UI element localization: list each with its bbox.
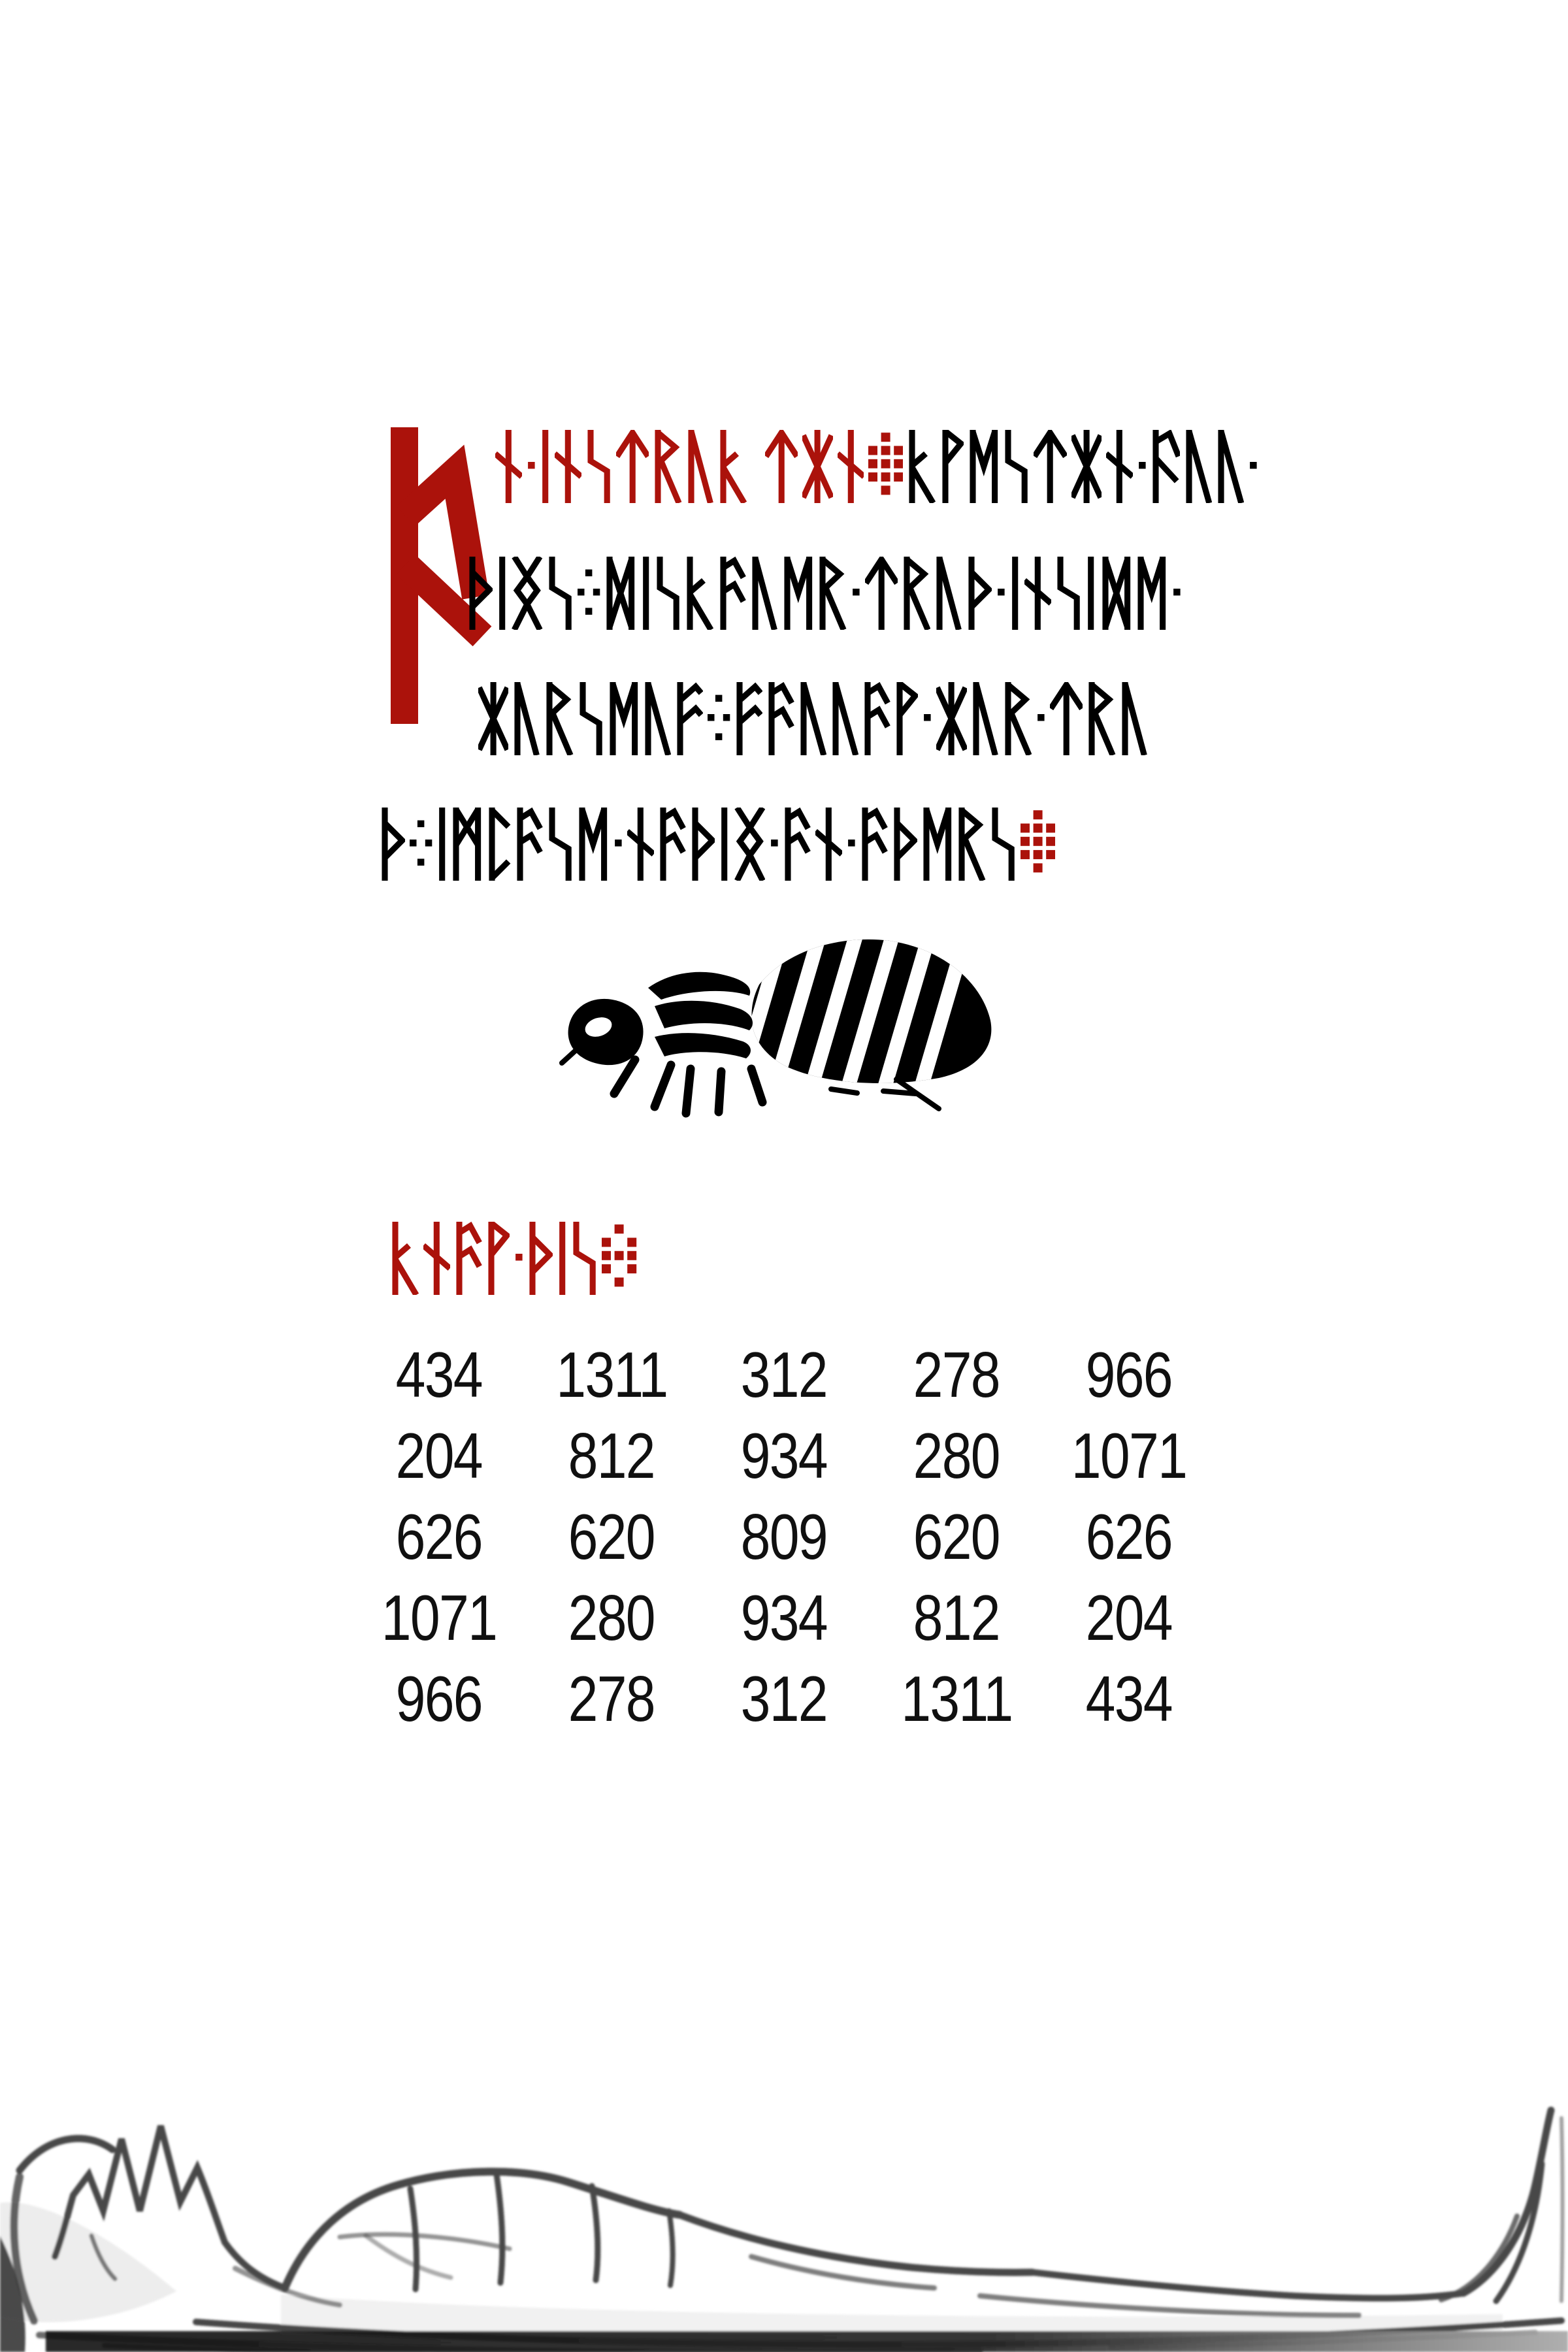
magic-square-row bbox=[353, 1577, 1215, 1658]
rune-s bbox=[990, 808, 1016, 881]
rune-t bbox=[1050, 682, 1083, 755]
magic-square-cell: 312 bbox=[740, 1339, 828, 1411]
rune-u bbox=[1120, 682, 1148, 755]
rune-n bbox=[838, 430, 864, 503]
rune-n bbox=[423, 1222, 450, 1295]
rune-th bbox=[468, 557, 493, 630]
rune-i bbox=[557, 1222, 567, 1295]
magic-square-cell: 966 bbox=[395, 1663, 483, 1735]
rune-n bbox=[555, 430, 581, 503]
rune-c bbox=[907, 430, 936, 503]
magic-square-cell: 934 bbox=[740, 1582, 828, 1654]
magic-square bbox=[353, 1334, 1215, 1739]
rune-l bbox=[799, 682, 826, 755]
magic-square-cell: 620 bbox=[568, 1501, 655, 1573]
rune-i bbox=[1010, 557, 1020, 630]
rune-u bbox=[972, 682, 999, 755]
rune-r bbox=[957, 808, 985, 881]
sentence-separator-dots bbox=[708, 682, 730, 755]
magic-square-cell: 312 bbox=[740, 1663, 828, 1735]
rune-w bbox=[487, 1222, 510, 1295]
section-divider bbox=[602, 1222, 636, 1295]
magic-square-cell: 204 bbox=[395, 1420, 483, 1492]
word-separator-dot bbox=[613, 808, 623, 881]
rune-w bbox=[941, 430, 964, 503]
rune-c bbox=[391, 1222, 419, 1295]
rune-th bbox=[892, 808, 917, 881]
rune-n bbox=[495, 430, 522, 503]
word-separator-dot bbox=[1249, 430, 1258, 503]
rune-th bbox=[691, 808, 715, 881]
reclining-figure-illustration bbox=[0, 2040, 1568, 2352]
rune-e bbox=[608, 682, 640, 755]
runic-line-2 bbox=[468, 557, 1186, 630]
rune-s bbox=[1004, 430, 1029, 503]
rune-i bbox=[540, 430, 550, 503]
rune-l bbox=[1184, 430, 1212, 503]
rune-e bbox=[783, 557, 814, 630]
magic-square-cell: 626 bbox=[1085, 1501, 1173, 1573]
spacer bbox=[751, 430, 760, 503]
magic-square-cell: 278 bbox=[913, 1339, 1000, 1411]
word-separator-dot bbox=[1172, 557, 1181, 630]
runic-line-4 bbox=[380, 808, 1060, 881]
magic-square-cell: 280 bbox=[568, 1582, 655, 1654]
rune-s bbox=[578, 682, 604, 755]
section-divider bbox=[868, 430, 903, 503]
rune-a bbox=[1151, 430, 1181, 503]
rune-s bbox=[572, 1222, 597, 1295]
magic-square-row bbox=[353, 1658, 1215, 1739]
runic-heading bbox=[391, 1222, 642, 1295]
rune-t bbox=[1034, 430, 1066, 503]
magic-square-cell: 620 bbox=[913, 1501, 1000, 1573]
rune-o bbox=[863, 682, 890, 755]
word-separator-dot bbox=[527, 430, 536, 503]
rune-t bbox=[765, 430, 798, 503]
magic-square-cell: 434 bbox=[1085, 1663, 1173, 1735]
magic-square-cell: 934 bbox=[740, 1420, 828, 1492]
rune-e bbox=[1136, 557, 1168, 630]
rune-o bbox=[860, 808, 888, 881]
rune-o bbox=[515, 808, 543, 881]
rune-u bbox=[935, 557, 962, 630]
rune-n bbox=[815, 808, 842, 881]
rune-f bbox=[676, 682, 703, 755]
magic-square-cell: 812 bbox=[568, 1420, 655, 1492]
rune-u bbox=[751, 557, 778, 630]
rune-d bbox=[1101, 557, 1132, 630]
rune-l bbox=[644, 682, 671, 755]
magic-square-cell: 280 bbox=[913, 1420, 1000, 1492]
word-separator-dot bbox=[996, 557, 1005, 630]
rune-ng bbox=[734, 808, 766, 881]
rune-f bbox=[735, 682, 762, 755]
rune-r bbox=[545, 682, 573, 755]
runic-line-1 bbox=[495, 430, 1262, 503]
rune-i bbox=[719, 808, 729, 881]
word-separator-dot bbox=[851, 557, 860, 630]
rune-i bbox=[641, 557, 651, 630]
rune-o bbox=[783, 808, 811, 881]
word-separator-dot bbox=[1036, 682, 1045, 755]
magic-square-cell: 626 bbox=[395, 1501, 483, 1573]
word-separator-dot bbox=[1137, 430, 1147, 503]
reclining-figure-drawing bbox=[0, 2040, 1568, 2352]
word-separator-dot bbox=[847, 808, 856, 881]
rune-o bbox=[719, 557, 746, 630]
magic-square-cell: 1311 bbox=[555, 1339, 668, 1411]
word-separator-dot bbox=[514, 1222, 523, 1295]
rune-s bbox=[1056, 557, 1081, 630]
rune-i bbox=[497, 557, 507, 630]
rune-r bbox=[902, 557, 930, 630]
rune-s bbox=[586, 430, 612, 503]
rune-t bbox=[616, 430, 649, 503]
rune-io bbox=[802, 430, 832, 503]
rune-s bbox=[655, 557, 681, 630]
rune-e bbox=[578, 808, 609, 881]
rune-r bbox=[818, 557, 846, 630]
rune-o bbox=[455, 1222, 482, 1295]
rune-r bbox=[653, 430, 681, 503]
rune-p bbox=[487, 808, 511, 881]
rune-l bbox=[1217, 430, 1244, 503]
magic-square-row bbox=[353, 1496, 1215, 1577]
rune-s bbox=[547, 557, 573, 630]
rune-o bbox=[659, 808, 686, 881]
magic-square-cell: 278 bbox=[568, 1663, 655, 1735]
rune-m bbox=[451, 808, 483, 881]
rune-ng bbox=[512, 557, 543, 630]
rune-th bbox=[528, 1222, 553, 1295]
magic-square-cell: 204 bbox=[1085, 1582, 1173, 1654]
cicada-illustration bbox=[557, 923, 1007, 1122]
magic-square-cell: 966 bbox=[1085, 1339, 1173, 1411]
rune-u bbox=[687, 430, 714, 503]
rune-w bbox=[895, 682, 918, 755]
magic-square-cell: 812 bbox=[913, 1582, 1000, 1654]
sentence-separator-dots bbox=[578, 557, 600, 630]
rune-io bbox=[936, 682, 966, 755]
runic-line-3 bbox=[478, 682, 1152, 755]
rune-c bbox=[685, 557, 713, 630]
rune-io bbox=[478, 682, 508, 755]
rune-r bbox=[1087, 682, 1115, 755]
magic-square-cell: 1071 bbox=[1071, 1420, 1187, 1492]
rune-r bbox=[1004, 682, 1032, 755]
rune-e bbox=[968, 430, 1000, 503]
rune-t bbox=[865, 557, 898, 630]
rune-n bbox=[1106, 430, 1133, 503]
rune-d bbox=[605, 557, 636, 630]
magic-square-cell: 1311 bbox=[900, 1663, 1013, 1735]
word-separator-dot bbox=[923, 682, 932, 755]
word-separator-dot bbox=[770, 808, 779, 881]
rune-i bbox=[1086, 557, 1096, 630]
rune-th bbox=[967, 557, 992, 630]
rune-o bbox=[767, 682, 794, 755]
rune-io bbox=[1071, 430, 1102, 503]
magic-square-cell: 809 bbox=[740, 1501, 828, 1573]
rune-l bbox=[831, 682, 858, 755]
rune-n bbox=[1024, 557, 1051, 630]
rune-s bbox=[547, 808, 573, 881]
rune-e bbox=[922, 808, 953, 881]
rune-c bbox=[719, 430, 747, 503]
magic-square-row bbox=[353, 1334, 1215, 1415]
section-divider bbox=[1021, 808, 1055, 881]
rune-i bbox=[437, 808, 447, 881]
magic-square-cell: 1071 bbox=[381, 1582, 497, 1654]
rune-u bbox=[513, 682, 540, 755]
cicada-drawing bbox=[557, 923, 1007, 1119]
sentence-separator-dots bbox=[410, 808, 433, 881]
magic-square-row bbox=[353, 1415, 1215, 1496]
rune-th bbox=[380, 808, 405, 881]
magic-square-cell: 434 bbox=[395, 1339, 483, 1411]
rune-n bbox=[627, 808, 654, 881]
